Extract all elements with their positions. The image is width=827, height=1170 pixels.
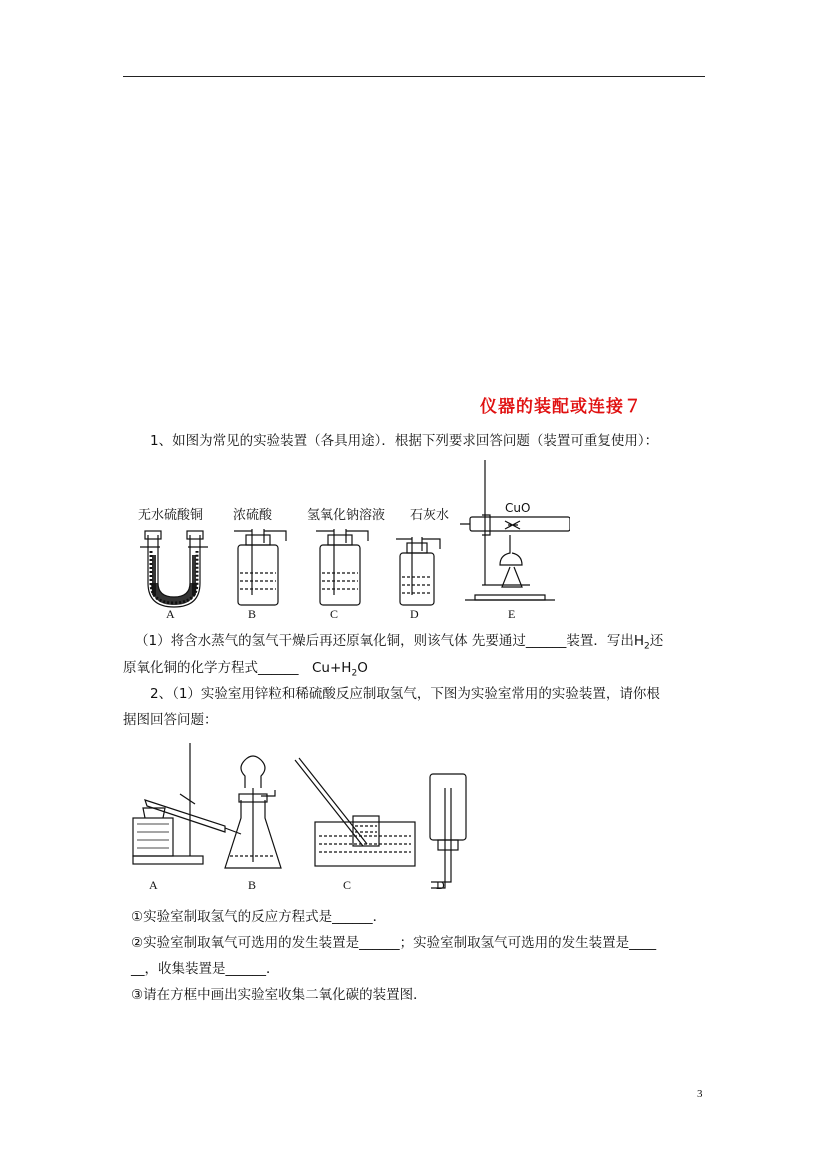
fig1-label-d: D <box>410 607 419 621</box>
q2-item2-line1: ②实验室制取氧气可选用的发生装置是______；实验室制取氢气可选用的发生装置是____ <box>131 935 657 951</box>
q2-item1: ①实验室制取氢气的反应方程式是______． <box>131 909 387 925</box>
fig1-label-a: A <box>166 607 175 621</box>
q2-apparatus-drawing <box>125 738 485 898</box>
label-anhydrous-copper-sulfate: 无水硫酸铜 <box>138 508 204 523</box>
q1-sub1-line1 <box>135 632 663 656</box>
q2-item3: ③请在方框中画出实验室收集二氧化碳的装置图． <box>131 987 427 1003</box>
q2-intro-line2: 据图回答问题： <box>123 712 218 728</box>
fig1-label-c: C <box>330 607 339 621</box>
label-naoh-solution: 氢氧化钠溶液 <box>307 508 386 523</box>
fig2-label-a: A <box>149 878 158 892</box>
q1-intro: 1、如图为常见的实验装置（各具用途）．根据下列要求回答问题（装置可重复使用）： <box>150 433 659 449</box>
fig1-label-e: E <box>508 607 516 621</box>
q1-equation-end: O <box>357 660 368 676</box>
header-rule <box>123 76 705 77</box>
label-conc-sulfuric-acid: 浓硫酸 <box>233 508 273 523</box>
q2-item2-line2: __，收集装置是______． <box>131 961 280 977</box>
fig2-label-c: C <box>343 878 352 892</box>
q1-apparatus-drawing <box>130 455 570 625</box>
q1-h2-symbol: H <box>633 633 645 649</box>
q1-figure <box>130 455 570 625</box>
q2-figure <box>125 738 485 898</box>
q1-sub1-text: （1）将含水蒸气的氢气干燥后再还原氧化铜，则该气体 先要通过______装置．写出 <box>135 633 634 649</box>
q1-sub1-line2 <box>123 659 368 683</box>
label-limewater: 石灰水 <box>410 508 450 523</box>
label-cuo: CuO <box>505 501 531 515</box>
page-number: 3 <box>697 1088 703 1100</box>
q2-intro-line1: 2、（1）实验室用锌粒和稀硫酸反应制取氢气，下图为实验室常用的实验装置，请你根 <box>150 686 660 702</box>
q1-sub1-tail: 还 <box>649 633 664 649</box>
fig2-label-b: B <box>248 878 257 892</box>
page-title: 仪器的装配或连接７ <box>480 397 642 417</box>
q1-equation-text: 原氧化铜的化学方程式______ Cu+H <box>123 660 352 676</box>
fig2-label-d: D <box>436 878 445 892</box>
fig1-label-b: B <box>248 607 257 621</box>
q1-h2-subscript: 2 <box>644 641 650 652</box>
q1-equation-subscript: 2 <box>351 668 358 679</box>
